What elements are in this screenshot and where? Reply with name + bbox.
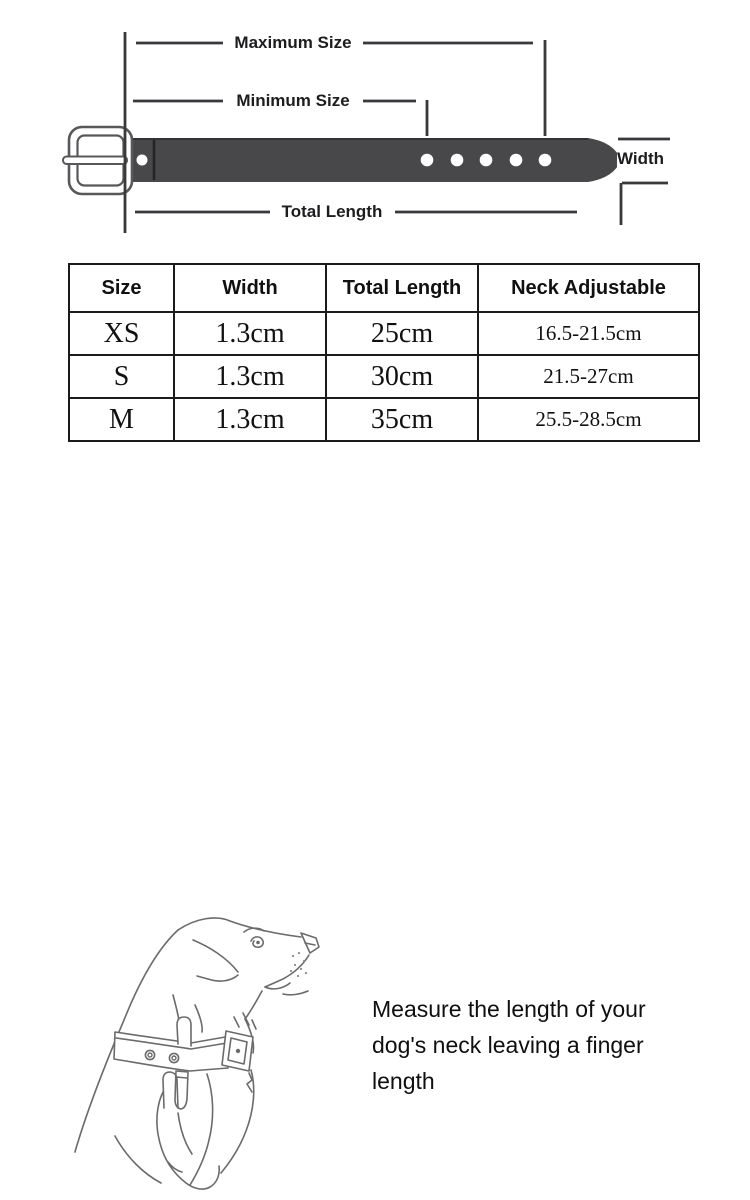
column-header-length: Total Length — [326, 264, 478, 312]
dog-nose — [301, 933, 319, 953]
measuring-guide-section — [0, 450, 750, 1094]
table-row — [69, 312, 699, 355]
column-header-neck: Neck Adjustable — [478, 264, 699, 312]
measurement-lines — [125, 32, 670, 233]
table-row — [69, 355, 699, 398]
size-cell: XS — [69, 312, 174, 355]
column-header-width: Width — [174, 264, 326, 312]
belt-buckle — [63, 127, 132, 194]
table-row — [69, 398, 699, 441]
width-cell: 1.3cm — [174, 398, 326, 441]
neck-cell: 16.5-21.5cm — [478, 312, 699, 355]
collar-buckle — [222, 1031, 253, 1071]
maximum-size-label: Maximum Size — [223, 33, 363, 53]
length-cell: 30cm — [326, 355, 478, 398]
neck-cell: 21.5-27cm — [478, 355, 699, 398]
dog-eye — [244, 928, 264, 947]
size-cell: M — [69, 398, 174, 441]
width-cell: 1.3cm — [174, 312, 326, 355]
buckle-prong — [63, 157, 127, 165]
width-label: Width — [617, 149, 677, 169]
neck-cell: 25.5-28.5cm — [478, 398, 699, 441]
column-header-size: Size — [69, 264, 174, 312]
minimum-size-label: Minimum Size — [223, 91, 363, 111]
length-cell: 35cm — [326, 398, 478, 441]
dog-ear — [193, 940, 238, 981]
size-cell: S — [69, 355, 174, 398]
table-header-row — [69, 264, 699, 312]
instruction-line: length — [372, 1068, 435, 1094]
collar-measurement-diagram — [0, 0, 750, 256]
total-length-label: Total Length — [272, 202, 392, 222]
instruction-line: dog's neck leaving a finger — [372, 1032, 644, 1058]
size-chart-table — [68, 263, 700, 442]
instruction-line: Measure the length of your — [372, 996, 646, 1022]
dog-illustration — [55, 910, 395, 1200]
collar-keeper-tab — [177, 1017, 191, 1046]
length-cell: 25cm — [326, 312, 478, 355]
measuring-instruction-text — [372, 991, 682, 1099]
width-cell: 1.3cm — [174, 355, 326, 398]
